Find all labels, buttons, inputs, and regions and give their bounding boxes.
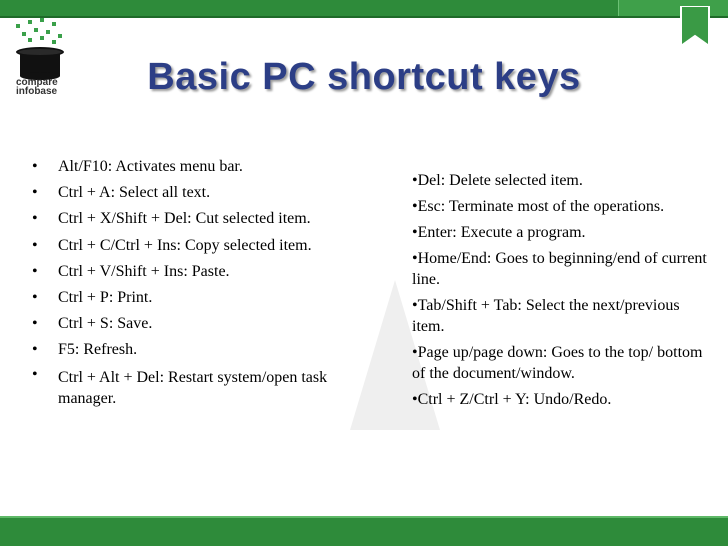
logo-line-1: compare: [16, 77, 58, 88]
logo-line-2: infobase: [16, 86, 58, 97]
list-item: • Ctrl + X/Shift + Del: Cut selected item.: [32, 206, 372, 232]
top-bar-tab: [618, 0, 728, 16]
left-shortcut-list: [32, 154, 372, 409]
list-item: • Enter: Execute a program.: [412, 222, 707, 243]
top-bar: [0, 0, 728, 18]
bookmark-ribbon-icon: [679, 6, 711, 46]
list-item: • F5: Refresh.: [32, 337, 372, 363]
list-item: • Del: Delete selected item.: [412, 170, 707, 191]
list-item: • Ctrl + Alt + Del: Restart system/open task manager.: [32, 364, 372, 409]
list-item: • Alt/F10: Activates menu bar.: [32, 154, 372, 180]
right-shortcut-list: [412, 170, 707, 415]
list-item: • Ctrl + C/Ctrl + Ins: Copy selected item.: [32, 233, 372, 259]
list-item: • Ctrl + P: Print.: [32, 285, 372, 311]
list-item: • Ctrl + Z/Ctrl + Y: Undo/Redo.: [412, 389, 707, 410]
list-item: • Page up/page down: Goes to the top/ bottom of the document/window.: [412, 342, 707, 384]
list-item: • Esc: Terminate most of the operations.: [412, 196, 707, 217]
list-item: • Ctrl + A: Select all text.: [32, 180, 372, 206]
list-item: • Ctrl + S: Save.: [32, 311, 372, 337]
list-item: • Home/End: Goes to beginning/end of current line.: [412, 248, 707, 290]
page-title: Basic PC shortcut keys: [147, 56, 581, 98]
bottom-bar: [0, 516, 728, 546]
list-item: • Ctrl + V/Shift + Ins: Paste.: [32, 259, 372, 285]
list-item: • Tab/Shift + Tab: Select the next/previous item.: [412, 295, 707, 337]
